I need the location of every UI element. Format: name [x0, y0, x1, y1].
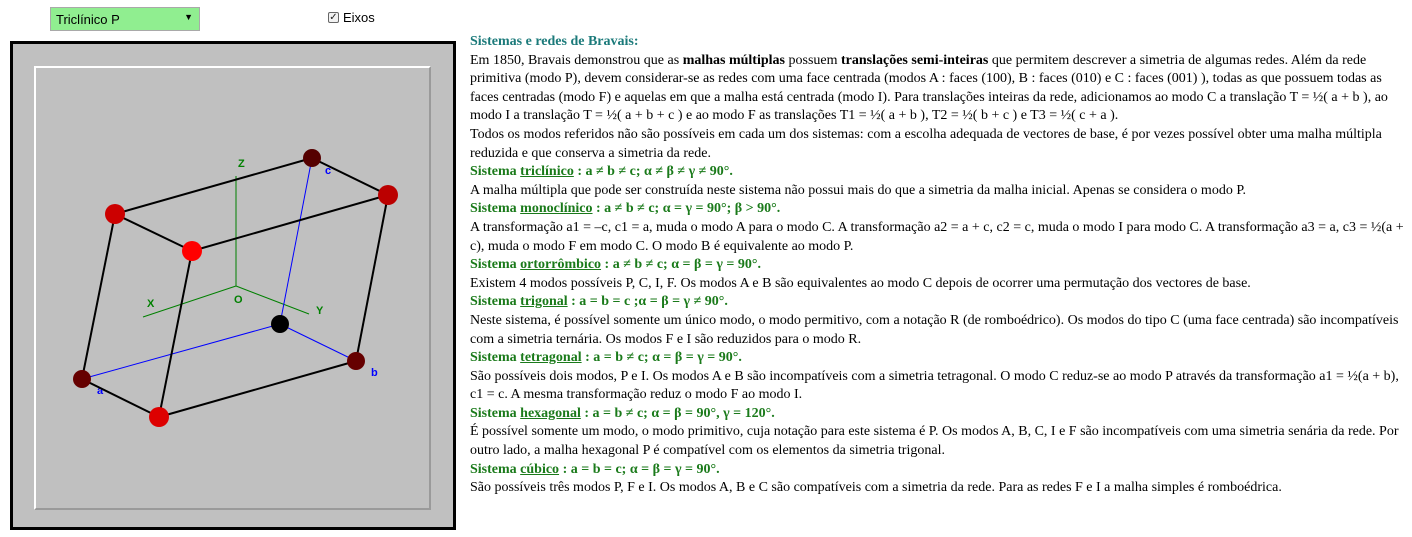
axes-checkbox-label: Eixos — [343, 10, 375, 25]
system-title-tetragonal — [470, 349, 1410, 368]
intro-bold-term: translações semi-inteiras — [841, 52, 989, 68]
system-description: São possíveis dois modos, P e I. Os modos A e B são incompatíveis com a simetria tetragonal. O modo C reduz-se ao modo P através da transformação a1 = ½(a + b), c1 = c. A mesma transformação reduz o modo F ao modo I. — [470, 368, 1399, 403]
system-link-tetragonal[interactable]: tetragonal — [520, 350, 582, 366]
system-description: Existem 4 modos possíveis P, C, I, F. Os modos A e B são equivalentes ao modo C depois de ocorrer uma permutação dos vectores de base. — [470, 275, 1251, 291]
system-relation: : a = b ≠ c; α = β = 90°, γ = 120°. — [580, 405, 775, 421]
atom[interactable] — [105, 204, 125, 224]
cell-edge — [159, 361, 356, 417]
atom[interactable] — [149, 407, 169, 427]
system-prefix: Sistema — [470, 257, 521, 273]
cell-edge — [82, 214, 115, 379]
cell-edge — [356, 195, 388, 361]
intro-text: que permitem descrever a simetria de algumas redes. Além da rede primitiva (modo P), devem considerar-se as redes com uma face centrada (modos A : faces (100), B : faces (010) e C : faces (001) ), todas as que possuem todas as faces centradas (modo F) e aquelas em que a malha está centrada (modo I). Para translações inteiras da rede, adicionamos ao modo C a translação T = ½( a + b ), ao modo I a translação T = ½( a + b + c ) e ao modo F as translações T1 = ½( a + b ), T2 = ½( b + c ) e T3 = ½( c + a ). — [470, 52, 1388, 124]
atom[interactable] — [347, 352, 365, 370]
y-axis — [236, 286, 309, 314]
system-relation: : a ≠ b ≠ c; α ≠ β ≠ γ ≠ 90°. — [573, 164, 733, 180]
intro-text: possuem — [785, 52, 841, 68]
system-prefix: Sistema — [470, 294, 521, 310]
cell-edges — [82, 158, 388, 417]
x-axis — [143, 286, 236, 317]
system-relation: : a = b = c ;α = β = γ ≠ 90°. — [567, 294, 728, 310]
section-heading: Sistemas e redes de Bravais: — [470, 34, 639, 49]
atom[interactable] — [378, 185, 398, 205]
system-relation: : a = b = c; α = β = γ = 90°. — [559, 461, 720, 477]
system-link-orthorhombic[interactable]: ortorrômbico — [520, 257, 602, 273]
system-link-cubic[interactable]: cúbico — [520, 461, 560, 477]
crystal-viewer[interactable] — [10, 41, 456, 530]
vector-a-label: a — [97, 385, 104, 397]
vector-a — [82, 324, 280, 379]
atom-origin[interactable] — [271, 315, 289, 333]
system-relation: : a ≠ b ≠ c; α = γ = 90°; β > 90°. — [592, 201, 781, 217]
unit-cell-drawing[interactable] — [13, 44, 453, 527]
axes-checkbox[interactable]: ✓ — [329, 12, 338, 23]
system-link-trigonal[interactable]: trigonal — [520, 294, 568, 310]
x-axis-label: X — [147, 298, 155, 310]
system-description: São possíveis três modos P, F e I. Os modos A, B e C são compatíveis com a simetria da rede. Para as redes F e I a malha simples é romboédrica. — [470, 480, 1282, 496]
z-axis-label: Z — [238, 158, 245, 170]
y-axis-label: Y — [316, 305, 324, 317]
system-title-monoclinic — [470, 200, 1410, 219]
system-description: É possível somente um modo, o modo primitivo, cuja notação para este sistema é P. Os modos A, B, C, I e F são incompatíveis com uma simetria senária da rede. Por outro lado, a malha hexagonal P é compatível com os elementos da simetria trigonal. — [470, 424, 1399, 459]
system-prefix: Sistema — [470, 164, 521, 180]
vector-c — [280, 158, 312, 324]
system-prefix: Sistema — [470, 461, 521, 477]
intro-paragraph — [470, 52, 1410, 126]
system-title-hexagonal — [470, 405, 1410, 424]
system-description: A transformação a1 = –c, c1 = a, muda o modo A para o modo C. A transformação a2 = a + c, c2 = c, muda o modo I para modo C. A transformação a3 = a, c3 = ½(a + c), muda o modo F em modo C. O modo B é equivalente ao modo P. — [470, 219, 1404, 254]
system-title-orthorhombic — [470, 256, 1410, 275]
description-panel — [470, 33, 1410, 498]
system-link-monoclinic[interactable]: monoclínico — [520, 201, 593, 217]
system-relation: : a ≠ b ≠ c; α = β = γ = 90°. — [601, 257, 761, 273]
cell-edge — [115, 214, 192, 251]
system-link-triclinic[interactable]: triclínico — [520, 164, 574, 180]
system-prefix: Sistema — [470, 201, 521, 217]
atom[interactable] — [73, 370, 91, 388]
lattice-type-value: Triclínico P — [56, 12, 120, 27]
system-title-trigonal — [470, 293, 1410, 312]
system-title-cubic — [470, 461, 1410, 480]
lattice-type-select[interactable] — [50, 7, 200, 31]
atom[interactable] — [303, 149, 321, 167]
vector-b-label: b — [371, 367, 378, 379]
cell-edge — [82, 379, 159, 417]
cell-edge — [159, 251, 192, 417]
axes-toggle[interactable] — [328, 10, 375, 25]
origin-label: O — [234, 294, 243, 306]
chevron-down-icon: ▼ — [184, 12, 193, 22]
system-title-triclinic — [470, 163, 1410, 182]
system-link-hexagonal[interactable]: hexagonal — [520, 405, 581, 421]
cell-edge — [115, 158, 312, 214]
system-description: A malha múltipla que pode ser construída neste sistema não possui mais do que a simetria da malha inicial. Apenas se considera o modo P. — [470, 182, 1247, 198]
atom[interactable] — [182, 241, 202, 261]
cell-edge — [312, 158, 388, 195]
intro-text: Em 1850, Bravais demonstrou que as — [470, 52, 683, 68]
system-description: Neste sistema, é possível somente um único modo, o modo permitivo, com a notação R (de romboédrico). Os modos do tipo C (uma face centrada) são incompatíveis com a simetria ternária. Os modos F e I são reduzidos para o modo R. — [470, 312, 1399, 347]
system-prefix: Sistema — [470, 405, 521, 421]
system-prefix: Sistema — [470, 350, 521, 366]
intro-paragraph-2: Todos os modos referidos não são possíveis em cada um dos sistemas: com a escolha adequada de vectores de base, é por vezes possível obter uma malha múltipla reduzida e que conserva a simetria da rede. — [470, 126, 1382, 161]
vector-b — [280, 324, 356, 361]
intro-bold-term: malhas múltiplas — [682, 52, 785, 68]
cell-edge — [192, 195, 388, 251]
vector-c-label: c — [325, 165, 332, 177]
basis-vectors — [82, 158, 378, 397]
system-relation: : a = b ≠ c; α = β = γ = 90°. — [581, 350, 742, 366]
